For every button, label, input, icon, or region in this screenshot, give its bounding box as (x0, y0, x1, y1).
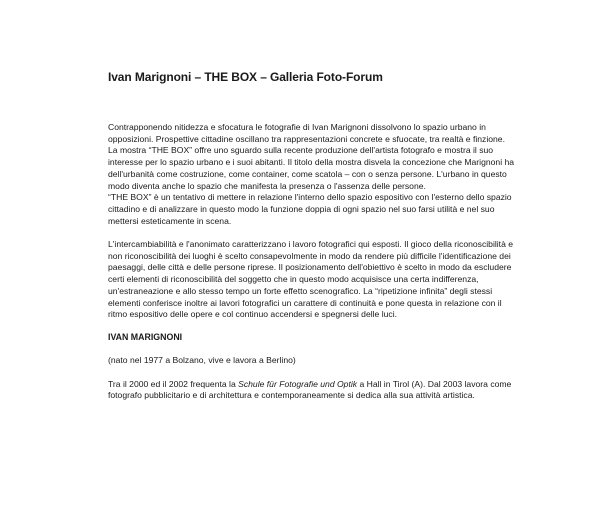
paragraph-anonymity: L'intercambiabilità e l'anonimato caratterizzano i lavoro fotografici qui esposti. Il gioco della riconoscibilità e non riconoscibilità dei luoghi è scelto consapevolmente in modo da rendere più difficile l'identificazione dei paesaggi, delle città e delle persone riprese. Il posizionamento dell'obiettivo è scelto in modo da escludere certi elementi di riconoscibilità del soggetto che in questo modo acquisisce una certa indifferenza, un'estraneazione e allo stesso tempo un forte effetto scenografico. La “ripetizione infinita” degli stessi elementi conferisce inoltre ai lavori fotografici un carattere di continuità e pone questa in relazione con il ritmo espositivo delle opere e col continuo accendersi e spegnersi delle luci. (108, 239, 514, 320)
bio-education (108, 379, 518, 402)
exhibition-text (108, 122, 518, 321)
bio-heading: IVAN MARIGNONI (108, 331, 183, 342)
bio-birth: (nato nel 1977 a Bolzano, vive e lavora a Berlino) (108, 355, 296, 366)
paragraph-concept: “THE BOX” è un tentativo di mettere in relazione l'interno dello spazio espositivo con l'esterno dello spazio cittadino e di analizzare in questo modo la funzione doppia di ogni spazio nel suo farsi utilità e nel suo mettersi esteticamente in scena. (108, 192, 512, 226)
artist-bio (108, 332, 518, 402)
document-title: Ivan Marignoni – THE BOX – Galleria Foto-Forum (108, 70, 383, 84)
paragraph-exhibition: La mostra “THE BOX” offre uno sguardo sulla recente produzione dell'artista fotografo e mostra il suo interesse per lo spazio urbano e i suoi abitanti. Il titolo della mostra disvela la concezione che Marignoni ha dell'urbanità come costruzione, come container, come scatola – con o senza persone. L'urbano in questo modo diventa anche lo spazio che manifesta la presenza o l'assenza delle persone. (108, 145, 515, 191)
bio-school-name: Schule für Fotografie und Optik (238, 378, 358, 389)
bio-education-pre: Tra il 2000 ed il 2002 frequenta la (108, 378, 239, 389)
document-page (108, 70, 518, 402)
bio-education-post: a Hall in Tirol (A). Dal 2003 lavora come fotografo pubblicitario e di architettura e contemporaneamente si dedica alla sua attività artistica. (108, 378, 512, 401)
paragraph-intro: Contrapponendo nitidezza e sfocatura le fotografie di Ivan Marignoni dissolvono lo spazio urbano in opposizioni. Prospettive cittadine oscillano tra rappresentazioni concrete e sfuocate, tra realtà e finzione. (108, 122, 505, 144)
